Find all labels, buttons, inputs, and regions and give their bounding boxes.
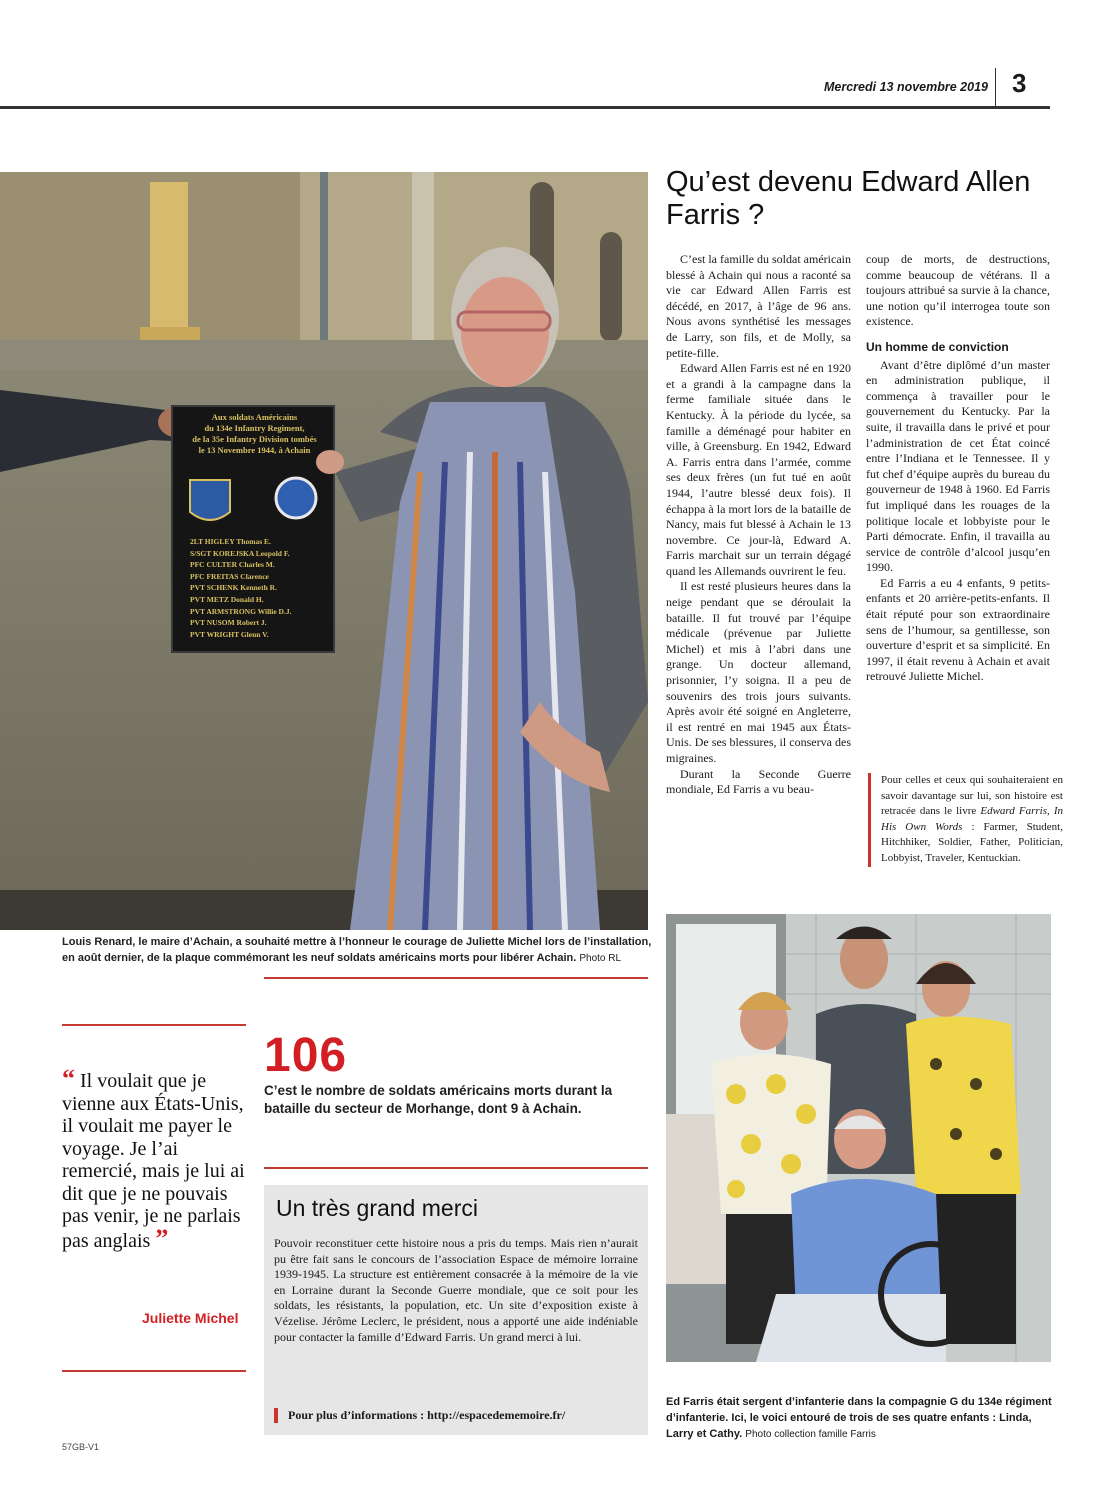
photo-farris-family	[666, 914, 1051, 1362]
article-headline: Qu’est devenu Edward Allen Farris ?	[666, 166, 1031, 231]
plaque-name: PVT METZ Donald H.	[190, 594, 264, 604]
quote-text: Il voulait que je vienne aux États-Unis, il voulait me payer le voyage. Je l’ai remercié, mais je lui ai dit que je ne pouvais pas venir, je ne parlais pas anglais	[62, 1070, 245, 1252]
issue-date: Mercredi 13 novembre 2019	[824, 80, 988, 94]
article-paragraph: Il est resté plusieurs heures dans la neige pendant que se déroulait la bataille. Il fut trouvé par l’équipe médicale (prévenue par Juliette Michel) et mis à l’abri dans une grange. Un docteur allemand, prisonnier, l’y soigna. Il a peu de souvenirs des trois jours suivants. Après avoir été soigné en Angleterre, il est rentré en mai 1945 aux États-Unis. De ses blessures, il conserva des migraines.	[666, 579, 851, 765]
photo-caption-main	[62, 934, 652, 967]
divider	[62, 1024, 246, 1026]
plaque-line: du 134e Infantry Regiment,	[204, 423, 305, 433]
plaque-name: PFC CULTER Charles M.	[190, 560, 275, 570]
plaque-name: PVT NUSOM Robert J.	[190, 618, 267, 628]
article-column-1	[666, 252, 851, 798]
thanks-title: Un très grand merci	[276, 1195, 478, 1221]
photo-caption-family	[666, 1394, 1052, 1443]
divider	[264, 977, 648, 979]
info-link[interactable]: Pour plus d’informations : http://espacedememoire.fr/	[274, 1408, 565, 1423]
article-subhead: Un homme de conviction	[866, 339, 1009, 354]
book-note-text: : Farmer, Student, Hitchhiker, Soldier, Father, Politician, Lobbyist, Traveler, Kentuckian.	[881, 820, 1063, 864]
plaque-name: 2LT HIGLEY Thomas E.	[190, 537, 271, 546]
photo-plaque-ceremony	[0, 172, 648, 930]
book-title: Edward Farris, In His Own Words	[881, 805, 1063, 833]
article-paragraph: coup de morts, de destructions, comme beaucoup de vétérans. Il a toujours attribué sa survie à la chance, une notion qu’il interrogea toute son existence.	[866, 252, 1050, 329]
plaque-name: PVT ARMSTRONG Willie D.J.	[190, 606, 292, 616]
quote-open-mark: “	[62, 1064, 75, 1093]
quote-close-mark: ”	[155, 1223, 169, 1253]
divider	[264, 1167, 648, 1169]
quote-author: Juliette Michel	[142, 1310, 239, 1326]
article-column-2	[866, 252, 1050, 685]
plaque-name: PVT SCHENK Kenneth R.	[190, 583, 277, 593]
caption-text: Louis Renard, le maire d’Achain, a souhaité mettre à l’honneur le courage de Juliette Michel lors de l’installation, en août dernier, de la plaque commémorant les neuf soldats américains morts pour libérer Achain.	[62, 936, 652, 964]
stat-text: C’est le nombre de soldats américains morts durant la bataille du secteur de Morhange, dont 9 à Achain.	[264, 1083, 613, 1116]
plaque-line: le 13 Novembre 1944, à Achain	[198, 445, 311, 455]
article-paragraph: C’est la famille du soldat américain blessé à Achain qui nous a raconté sa vie car Edward Allen Farris est décédé, en 2017, à l’âge de 96 ans. Nous avons synthétisé les messages de Larry, son fils, et de Molly, sa petite-fille.	[666, 252, 851, 360]
page-number: 3	[1012, 68, 1027, 98]
plaque-name: PFC FREITAS Clarence	[190, 571, 269, 581]
article-paragraph: Avant d’être diplômé d’un master en administration publique, il commença à travailler pour le gouvernement du Kentucky. Par la suite, il travailla dans le privé et pour l’administration de cet État coincé entre l’Indiana et le Tennessee. Il y fut chef d’équipe auprès du bureau du gouverneur de 1948 à 1960. Ed Farris fut impliqué dans les rouages de la politique locale et lobbyiste pour le Parti démocrate. Enfin, il travailla au service de contrôle d’alcool jusqu’en 1990.	[866, 357, 1050, 575]
plaque-name: S/SGT KOREJSKA Leopold F.	[190, 548, 290, 558]
plaque-names	[190, 536, 330, 640]
stat-number: 106	[264, 1029, 348, 1082]
footer-code: 57GB-V1	[62, 1442, 100, 1452]
book-note	[868, 773, 1063, 867]
photo-credit: Photo collection famille Farris	[745, 1429, 876, 1440]
plaque-name: PVT WRIGHT Glenn V.	[190, 629, 269, 639]
pull-quote	[62, 1064, 252, 1253]
article-paragraph: Ed Farris a eu 4 enfants, 9 petits-enfants et 20 arrière-petits-enfants. Il était réputé pour son extraordinaire sens de l’humour, sa gentillesse, son ouverture d’esprit et sa simplicité. En 1997, il était revenu à Achain et avait retrouvé Juliette Michel.	[866, 575, 1050, 684]
article-paragraph: Edward Allen Farris est né en 1920 et a grandi à la campagne dans la ferme familiale située dans le Kentucky. À la période du lycée, sa famille a déménagé pour habiter en ville, à Greensburg. En 1942, Edward A. Farris entra dans l’armée, comme ses deux frères (un fut tué en août 1944, l’autre blessé deux fois). Il échappa à la mort lors de la bataille de Nancy, mais fut blessé à Achain le 13 novembre. Ce jour-là, Edward A. Farris marchait sur un terrain dégagé quand les Allemands ouvrirent le feu.	[666, 361, 851, 578]
photo-family-illustration	[666, 914, 1051, 1362]
plaque-dedication	[182, 412, 327, 456]
photo-credit: Photo RL	[579, 953, 622, 964]
header-rule	[0, 106, 1050, 109]
plaque-line: de la 35e Infantry Division tombés	[192, 434, 317, 444]
divider	[62, 1370, 246, 1372]
book-note-text: Pour celles et ceux qui souhaiteraient en savoir davantage sur lui, son histoire est retracée dans le livre	[881, 774, 1063, 818]
article-paragraph: Durant la Seconde Guerre mondiale, Ed Farris a vu beau-	[666, 766, 851, 797]
caption-text: Ed Farris était sergent d’infanterie dans la compagnie G du 134e régiment d’infanterie. Ici, le voici entouré de trois de ses quatre enfants : Linda, Larry et Cathy.	[666, 1396, 1052, 1440]
header-separator	[995, 68, 996, 108]
thanks-body: Pouvoir reconstituer cette histoire nous a pris du temps. Mais rien n’aurait pu être fait sans le concours de l’association Espace de mémoire lorraine 1939-1945. La structure est entièrement consacrée à la mémoire de la vie en Lorraine durant la Seconde Guerre mondiale, que ce soit pour les soldats, les résistants, la population, etc. Un site d’exposition existe à Vézelise. Jérôme Leclerc, le président, nous a apporté une aide indéniable pour contacter la famille d’Edward Farris. Un grand merci à lui.	[274, 1236, 638, 1344]
plaque-line: Aux soldats Américains	[211, 412, 298, 422]
